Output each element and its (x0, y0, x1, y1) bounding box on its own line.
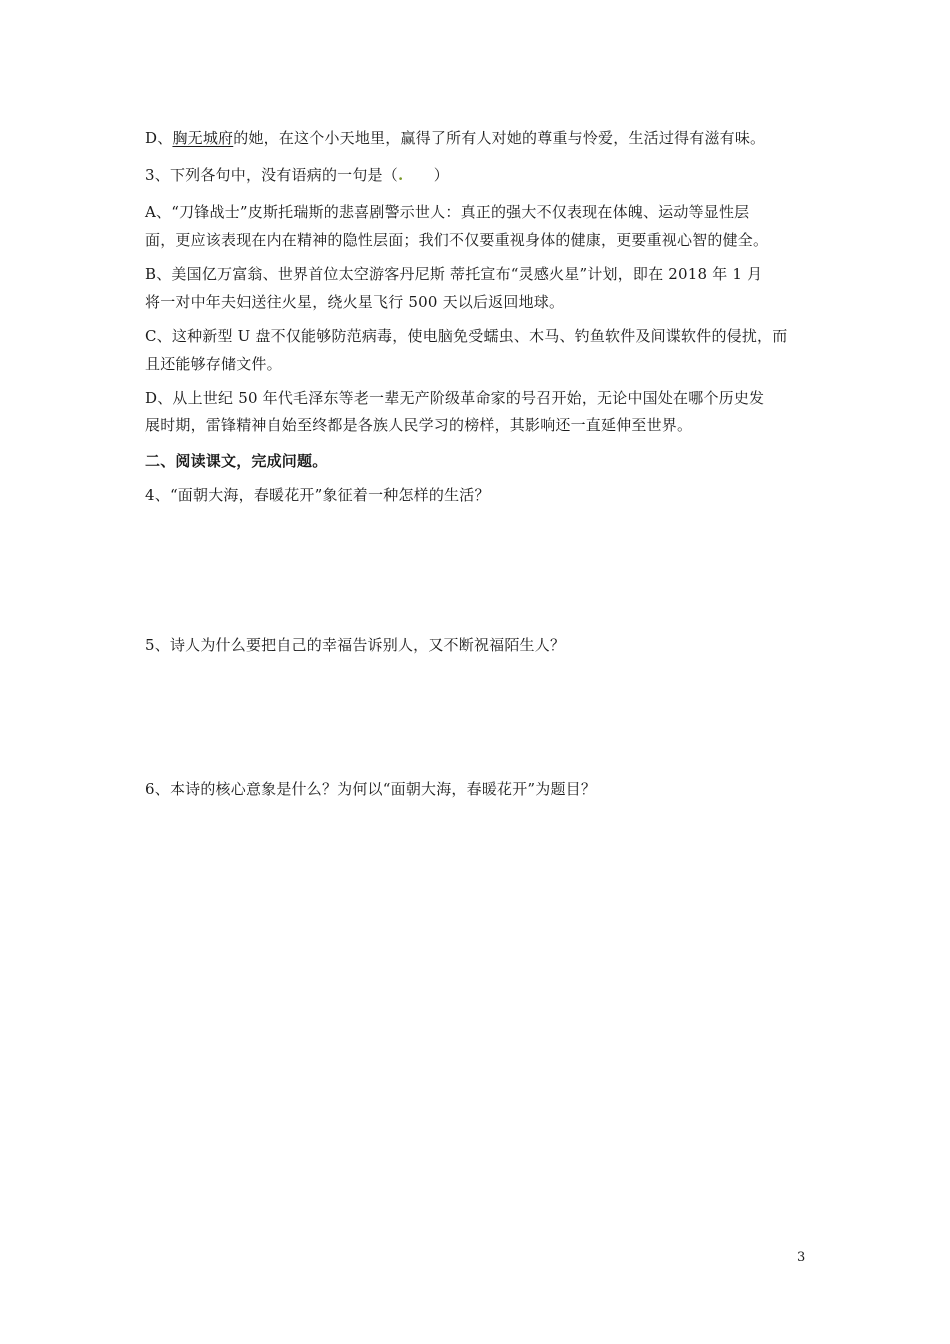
question-6: 6、本诗的核心意象是什么？为何以“面朝大海，春暖花开”为题目？ (145, 780, 597, 798)
option-c-line-2: 且还能够存储文件。 (145, 355, 282, 373)
option-d-previous-question: D、胸无城府的她，在这个小天地里，赢得了所有人对她的尊重与怜爱，生活过得有滋有味。 (145, 129, 766, 147)
question-5: 5、诗人为什么要把自己的幸福告诉别人，又不断祝福陌生人？ (145, 636, 566, 654)
question-3-stem: 3、下列各句中，没有语病的一句是（. ） (145, 166, 449, 184)
green-mark: . (397, 166, 404, 184)
page-number: 3 (797, 1250, 806, 1265)
option-d-line-2: 展时期，雷锋精神自始至终都是各族人民学习的榜样，其影响还一直延伸至世界。 (145, 416, 693, 434)
underlined-phrase: 胸无城府 (172, 129, 234, 147)
option-a-line-2: 面，更应该表现在内在精神的隐性层面；我们不仅要重视身体的健康，更要重视心智的健全。 (145, 231, 769, 249)
question-4: 4、“面朝大海，春暖花开”象征着一种怎样的生活？ (145, 486, 490, 504)
option-d-line-1: D、从上世纪 50 年代毛泽东等老一辈无产阶级革命家的号召开始，无论中国处在哪个历史发 (145, 389, 765, 407)
option-b-line-2: 将一对中年夫妇送往火星，绕火星飞行 500 天以后返回地球。 (145, 293, 565, 311)
option-a-line-1: A、“刀锋战士”皮斯托瑞斯的悲喜剧警示世人：真正的强大不仅表现在体魄、运动等显性层 (145, 203, 750, 221)
option-b-line-1: B、美国亿万富翁、世界首位太空游客丹尼斯 蒂托宣布“灵感火星”计划，即在 2018 年 1 月 (145, 265, 763, 283)
option-c-line-1: C、这种新型 U 盘不仅能够防范病毒，使电脑免受蠕虫、木马、钓鱼软件及间谍软件的侵扰，而 (145, 327, 788, 345)
section-2-heading: 二、阅读课文，完成问题。 (145, 452, 328, 470)
